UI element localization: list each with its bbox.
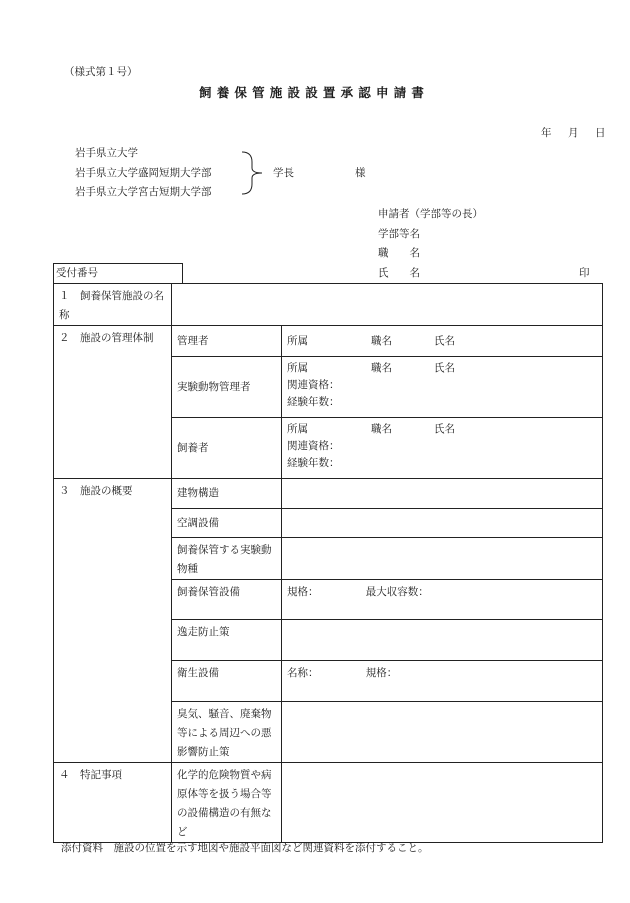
animal-manager-experience: 経験年数：	[287, 396, 340, 408]
date-line: 年 月 日	[541, 127, 609, 139]
animal-species-field[interactable]	[282, 538, 603, 580]
keeper-qualification: 関連資格：	[287, 440, 340, 452]
application-form-table	[53, 283, 603, 843]
management-label: ２ 施設の管理体制	[54, 326, 172, 479]
building-structure-row	[54, 479, 603, 509]
overview-label: ３ 施設の概要	[54, 479, 172, 763]
facility-name-label: １ 飼養保管施設の名称	[54, 284, 172, 326]
manager-role: 管理者	[172, 326, 282, 357]
air-conditioning-field[interactable]	[282, 509, 603, 538]
right-brace-icon	[240, 150, 270, 196]
addressee-honorific: 様	[355, 167, 366, 179]
animal-manager-qualification: 関連資格：	[287, 379, 340, 391]
applicant-heading: 申請者（学部等の長）	[378, 208, 483, 220]
animal-species-label: 飼養保管する実験動物種	[172, 538, 282, 580]
housing-equipment-field[interactable]: 規格： 最大収容数：	[282, 580, 603, 620]
animal-manager-field[interactable]	[282, 357, 603, 418]
building-structure-label: 建物構造	[172, 479, 282, 509]
facility-name-row	[54, 284, 603, 326]
facility-name-field[interactable]	[172, 284, 603, 326]
attachment-note: 添付資料 施設の位置を示す地図や施設平面図など関連資料を添付すること。	[61, 842, 429, 854]
animal-manager-affiliation: 所属 職名 氏名	[287, 362, 455, 374]
housing-equipment-label: 飼養保管設備	[172, 580, 282, 620]
keeper-field[interactable]	[282, 418, 603, 479]
manager-field[interactable]: 所属 職名 氏名	[282, 326, 603, 357]
university-3: 岩手県立大学宮古短期大学部	[75, 186, 212, 198]
addressee-role: 学長	[273, 167, 294, 179]
receipt-number-label: 受付番号	[56, 267, 98, 279]
escape-prevention-field[interactable]	[282, 620, 603, 661]
university-2: 岩手県立大学盛岡短期大学部	[75, 167, 212, 179]
special-notes-label: ４ 特記事項	[54, 763, 172, 843]
seal-label: 印	[579, 267, 590, 279]
keeper-experience: 経験年数：	[287, 457, 340, 469]
applicant-name-label: 氏 名	[378, 267, 420, 279]
form-number: （様式第１号）	[64, 66, 138, 78]
applicant-department-label: 学部等名	[378, 228, 420, 240]
manager-row	[54, 326, 603, 357]
special-notes-field[interactable]	[282, 763, 603, 843]
special-notes-item: 化学的危険物質や病原体等を扱う場合等の設備構造の有無など	[172, 763, 282, 843]
document-title: 飼養保管施設設置承認申請書	[199, 85, 430, 100]
receipt-number-box	[53, 263, 183, 284]
animal-manager-role: 実験動物管理者	[172, 357, 282, 418]
escape-prevention-label: 逸走防止策	[172, 620, 282, 661]
keeper-affiliation: 所属 職名 氏名	[287, 423, 455, 435]
keeper-role: 飼養者	[172, 418, 282, 479]
sanitation-label: 衛生設備	[172, 661, 282, 702]
nuisance-prevention-label: 臭気、騒音、廃棄物等による周辺への悪影響防止策	[172, 702, 282, 763]
sanitation-field[interactable]: 名称： 規格：	[282, 661, 603, 702]
university-1: 岩手県立大学	[75, 147, 138, 159]
building-structure-field[interactable]	[282, 479, 603, 509]
special-notes-row	[54, 763, 603, 843]
air-conditioning-label: 空調設備	[172, 509, 282, 538]
nuisance-prevention-field[interactable]	[282, 702, 603, 763]
applicant-post-label: 職 名	[378, 247, 420, 259]
